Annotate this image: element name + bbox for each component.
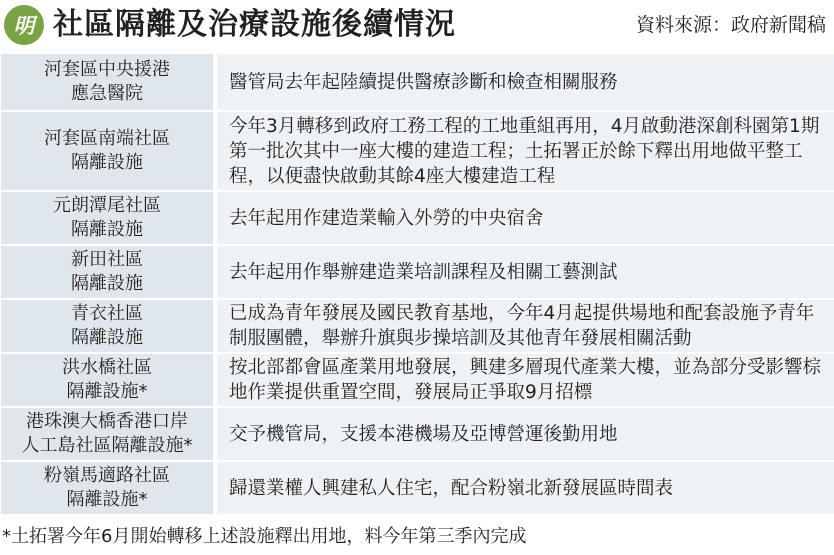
facility-name-cell [1,192,213,244]
facility-name-line2: 應急醫院 [71,83,143,104]
facility-name-line2: 隔離設施 [71,273,143,294]
plan-text: 今年3月轉移到政府工務工程的工地重組再用，4月啟動港深創科園第1期第一批次其中一座大樓的建造工程；土拓署正於餘下釋出用地做平整工程，以便盡快啟動其餘4座大樓建造工程 [229,115,820,187]
facility-name-line1: 元朗潭尾社區 [53,195,161,216]
facility-name-cell [1,300,213,352]
facility-name-cell [1,462,213,514]
source-note: 資料來源：政府新聞稿 [635,14,826,36]
plan-cell [217,54,834,110]
plan-text: 醫管局去年起陸續提供醫療診斷和檢查相關服務 [229,71,618,93]
plan-text: 交予機管局，支援本港機場及亞博營運後勤用地 [229,423,618,445]
facility-name-line1: 洪水橋社區 [62,357,152,378]
facility-name-cell [1,54,213,110]
table-row [1,54,834,110]
table-row [1,352,834,406]
plan-text: 去年起用作建造業輸入外勞的中央宿舍 [229,207,544,229]
facility-name-cell [1,408,213,460]
facility-name-line1: 青衣社區 [71,303,143,324]
plan-cell [217,192,834,244]
facility-name-line1: 河套區中央援港 [44,59,170,80]
facility-name-cell [1,112,213,190]
plan-text: 去年起用作舉辦建造業培訓課程及相關工藝測試 [229,261,618,283]
facility-name-line2: 隔離設施* [66,489,148,510]
header [0,0,834,50]
plan-cell [217,462,834,514]
plan-cell [217,408,834,460]
facility-name-line2: 隔離設施 [71,327,143,348]
table-row [1,110,834,190]
facility-name-line2: 隔離設施 [71,219,143,240]
facility-name-line1: 粉嶺馬適路社區 [44,465,170,486]
plan-text: 已成為青年發展及國民教育基地，今年4月起提供場地和配套設施予青年制服團體，舉辦升旗與步操培訓及其他青年發展相關活動 [229,303,815,349]
newspaper-logo [4,5,44,45]
facility-name-cell [1,246,213,298]
page-title: 社區隔離及治療設施後續情況 [53,7,456,42]
table-row [1,244,834,298]
facility-name-line1: 港珠澳大橋香港口岸 [26,411,188,432]
facility-name-line1: 河套區南端社區 [44,128,170,149]
facility-table [1,54,834,514]
facility-name-line2: 人工島社區隔離設施* [21,435,193,456]
plan-cell [217,246,834,298]
table-row [1,460,834,514]
facility-name-line2: 隔離設施* [66,381,148,402]
table-row [1,190,834,244]
table-row [1,406,834,460]
plan-cell [217,112,834,190]
logo-char: 明 [13,14,35,38]
footnote: *土拓署今年6月開始轉移上述設施釋出用地，料今年第三季內完成 [2,526,527,547]
facility-name-line1: 新田社區 [71,249,143,270]
facility-name-line2: 隔離設施 [71,152,143,173]
table-row [1,298,834,352]
plan-text: 歸還業權人興建私人住宅，配合粉嶺北新發展區時間表 [229,477,674,499]
plan-cell [217,354,834,406]
facility-name-cell [1,354,213,406]
plan-text: 按北部都會區產業用地發展，興建多層現代產業大樓，並為部分受影響棕地作業提供重置空間，發展局正爭取9月招標 [229,357,822,403]
plan-cell [217,300,834,352]
